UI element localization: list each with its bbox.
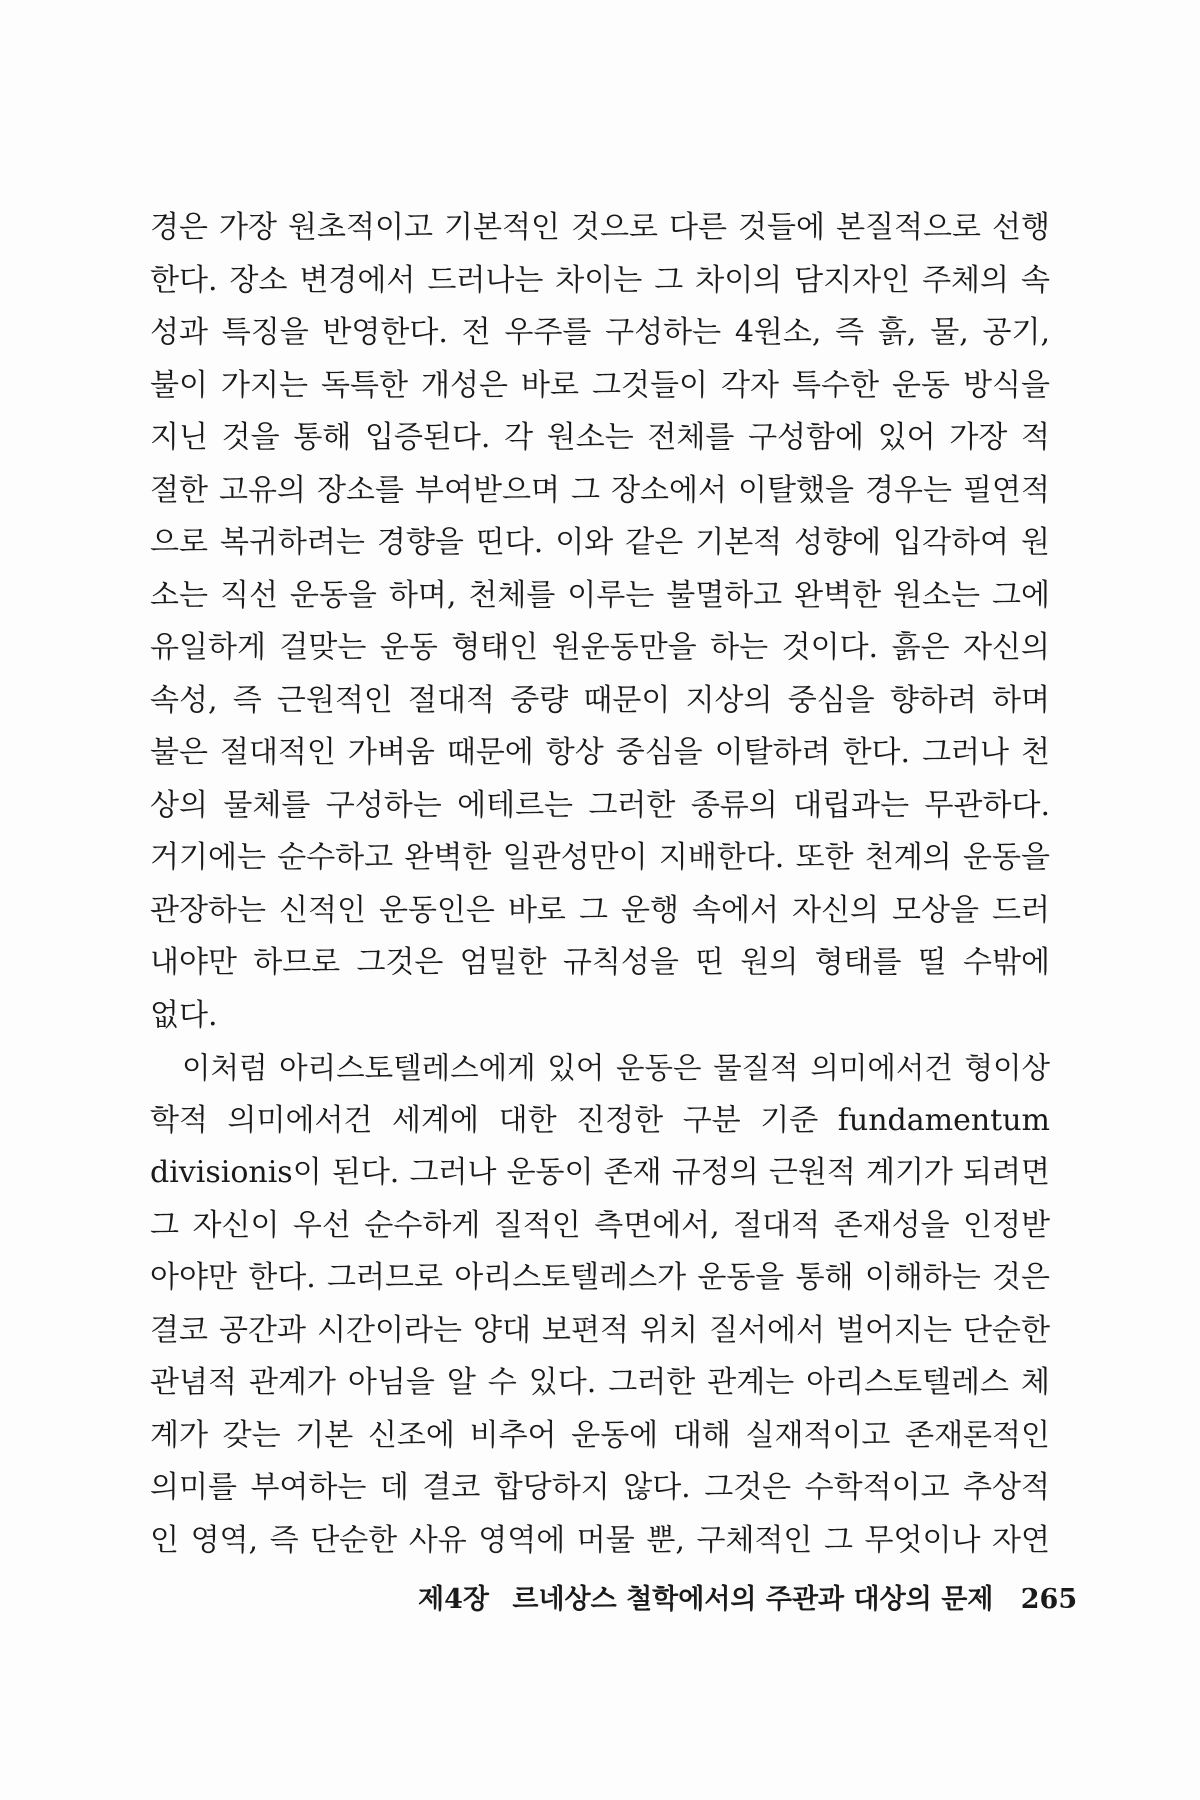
text-line: 상의 물체를 구성하는 에테르는 그러한 종류의 대립과는 무관하다. (150, 787, 1050, 823)
body-text (150, 202, 1050, 1567)
text-line: 없다. (150, 997, 218, 1033)
text-line: 관장하는 신적인 운동인은 바로 그 운행 속에서 자신의 모상을 드러 (150, 892, 1050, 928)
text-line: 불이 가지는 독특한 개성은 바로 그것들이 각자 특수한 운동 방식을 (150, 367, 1050, 403)
page-number: 265 (1020, 1584, 1078, 1615)
paragraph-first-line: 이처럼 아리스토텔레스에게 있어 운동은 물질적 의미에서건 형이상 (182, 1051, 1050, 1085)
text-line: 아야만 한다. 그러므로 아리스토텔레스가 운동을 통해 이해하는 것은 (150, 1260, 1050, 1295)
text-line: 인 영역, 즉 단순한 사유 영역에 머물 뿐, 구체적인 그 무엇이나 자연 (150, 1522, 1050, 1558)
text-line: 계가 갖는 기본 신조에 비추어 운동에 대해 실재적이고 존재론적인 (150, 1417, 1050, 1453)
text-line: 결코 공간과 시간이라는 양대 보편적 위치 질서에서 벌어지는 단순한 (150, 1312, 1050, 1348)
text-line: 성과 특징을 반영한다. 전 우주를 구성하는 4원소, 즉 흙, 물, 공기, (150, 315, 1050, 350)
text-line: 지닌 것을 통해 입증된다. 각 원소는 전체를 구성함에 있어 가장 적 (150, 420, 1050, 455)
text-line: 경은 가장 원초적이고 기본적인 것으로 다른 것들에 본질적으로 선행 (150, 210, 1050, 245)
text-line: 절한 고유의 장소를 부여받으며 그 장소에서 이탈했을 경우는 필연적 (150, 472, 1050, 508)
text-line: divisionis이 된다. 그러나 운동이 존재 규정의 근원적 계기가 되려면 (150, 1155, 1050, 1190)
text-line: 속성, 즉 근원적인 절대적 중량 때문이 지상의 중심을 향하려 하며 (150, 682, 1050, 718)
chapter-label: 제4장 (418, 1584, 489, 1615)
text-line: 내야만 하므로 그것은 엄밀한 규칙성을 띤 원의 형태를 띨 수밖에 (150, 945, 1050, 980)
text-line: 소는 직선 운동을 하며, 천체를 이루는 불멸하고 완벽한 원소는 그에 (150, 577, 1050, 613)
text-line: 학적 의미에서건 세계에 대한 진정한 구분 기준 fundamentum (150, 1102, 1050, 1138)
text-line: 으로 복귀하려는 경향을 띤다. 이와 같은 기본적 성향에 입각하여 원 (150, 525, 1050, 560)
text-line: 관념적 관계가 아님을 알 수 있다. 그러한 관계는 아리스토텔레스 체 (150, 1365, 1050, 1400)
text-line: 한다. 장소 변경에서 드러나는 차이는 그 차이의 담지자인 주체의 속 (150, 262, 1050, 298)
text-line: 불은 절대적인 가벼움 때문에 항상 중심을 이탈하려 한다. 그러나 천 (150, 735, 1050, 770)
chapter-title: 르네상스 철학에서의 주관과 대상의 문제 (512, 1584, 994, 1615)
running-footer (418, 1578, 1078, 1622)
text-line: 그 자신이 우선 순수하게 질적인 측면에서, 절대적 존재성을 인정받 (150, 1207, 1050, 1243)
text-line: 의미를 부여하는 데 결코 합당하지 않다. 그것은 수학적이고 추상적 (150, 1470, 1050, 1505)
text-line: 유일하게 걸맞는 운동 형태인 원운동만을 하는 것이다. 흙은 자신의 (150, 630, 1050, 665)
text-line: 거기에는 순수하고 완벽한 일관성만이 지배한다. 또한 천계의 운동을 (150, 840, 1050, 875)
